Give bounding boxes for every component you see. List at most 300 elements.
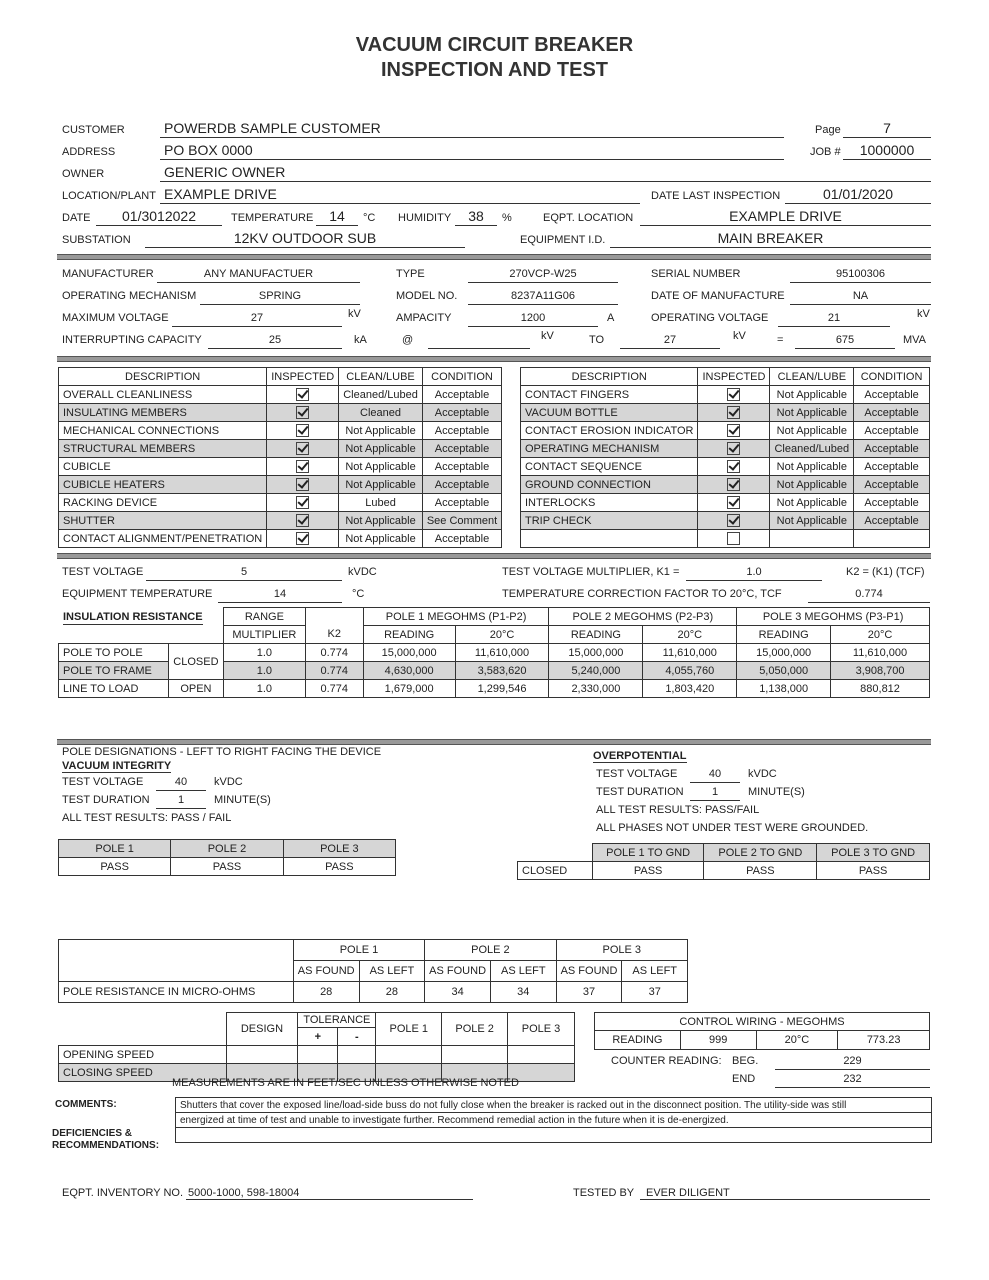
cw-20c-label: 20°C — [756, 1031, 838, 1050]
pr-pole2-header: POLE 2 — [425, 940, 556, 961]
section-divider — [57, 739, 931, 745]
temperature-value[interactable]: 14 — [329, 208, 345, 224]
condition-value[interactable]: Acceptable — [854, 386, 930, 404]
op-pole1-header: POLE 1 TO GND — [592, 844, 704, 862]
col-reading: READING — [363, 626, 455, 644]
clean-lube-value[interactable]: Not Applicable — [339, 476, 423, 494]
ir-value[interactable]: 5,050,000 — [737, 662, 831, 680]
inspected-checkbox[interactable] — [267, 494, 339, 512]
col-pole1: POLE 1 — [376, 1013, 442, 1046]
at-label: @ — [402, 334, 414, 346]
job-value[interactable]: 1000000 — [859, 142, 915, 158]
pr-value[interactable]: 28 — [359, 982, 425, 1003]
condition-value[interactable]: See Comment — [422, 512, 501, 530]
vac-test-duration-value[interactable]: 1 — [177, 794, 185, 806]
ir-row — [59, 644, 930, 662]
eqpt-location-label: EQPT. LOCATION — [543, 212, 634, 224]
item-description: VACUUM BOTTLE — [521, 404, 698, 422]
op-test-duration-label: TEST DURATION — [596, 786, 684, 798]
ir-value[interactable]: 3,583,620 — [455, 662, 549, 680]
closing-speed-label: CLOSING SPEED — [59, 1064, 227, 1082]
maxv-label: MAXIMUM VOLTAGE — [62, 312, 169, 324]
inspection-row — [521, 404, 930, 422]
opening-speed-design[interactable] — [226, 1046, 298, 1064]
col-20c: 20°C — [455, 626, 549, 644]
condition-value[interactable]: Acceptable — [422, 422, 501, 440]
inspection-row — [59, 458, 502, 476]
to-unit: kV — [733, 330, 746, 342]
opening-speed-label: OPENING SPEED — [59, 1046, 227, 1064]
vac-pole3-result[interactable]: PASS — [283, 858, 395, 876]
clean-lube-value[interactable]: Cleaned — [339, 404, 423, 422]
owner-value[interactable]: GENERIC OWNER — [164, 164, 286, 180]
clean-lube-value[interactable]: Not Applicable — [770, 512, 854, 530]
inspection-row — [59, 440, 502, 458]
condition-value[interactable]: Acceptable — [422, 494, 501, 512]
temperature-unit: °C — [363, 212, 376, 224]
ir-row-label: POLE TO FRAME — [59, 662, 169, 680]
ir-row-label: POLE TO POLE — [59, 644, 169, 662]
inspection-row — [521, 476, 930, 494]
tcf-value[interactable]: 0.774 — [855, 588, 883, 600]
inspection-row — [59, 512, 502, 530]
tested-by-label: TESTED BY — [573, 1187, 635, 1199]
cw-20c-value[interactable]: 773.23 — [838, 1031, 930, 1050]
item-description: CONTACT SEQUENCE — [521, 458, 698, 476]
col-clean-lube: CLEAN/LUBE — [770, 368, 854, 386]
overpotential-table — [517, 843, 930, 880]
clean-lube-value[interactable]: Not Applicable — [770, 476, 854, 494]
condition-value[interactable]: Acceptable — [422, 458, 501, 476]
inspected-checkbox[interactable] — [698, 458, 770, 476]
op-test-voltage-value[interactable]: 40 — [708, 768, 722, 780]
condition-value[interactable]: Acceptable — [854, 476, 930, 494]
col-reading: READING — [549, 626, 643, 644]
col-condition: CONDITION — [854, 368, 930, 386]
cw-reading-label: READING — [595, 1031, 681, 1050]
model-label: MODEL NO. — [396, 290, 458, 302]
condition-value[interactable]: Acceptable — [422, 530, 501, 548]
vac-test-voltage-label: TEST VOLTAGE — [62, 776, 144, 788]
pr-value[interactable]: 28 — [293, 982, 359, 1003]
op-test-duration-unit: MINUTE(S) — [748, 786, 805, 798]
clean-lube-value[interactable]: Not Applicable — [339, 440, 423, 458]
op-pole3-result[interactable]: PASS — [817, 862, 930, 880]
comments-label: COMMENTS: — [55, 1099, 117, 1110]
col-condition: CONDITION — [422, 368, 501, 386]
condition-value[interactable]: Acceptable — [422, 476, 501, 494]
counter-beg-label: BEG. — [732, 1055, 759, 1067]
ir-value[interactable]: 5,240,000 — [549, 662, 643, 680]
manufacturer-label: MANUFACTURER — [62, 268, 154, 280]
tested-by-value[interactable]: EVER DILIGENT — [646, 1187, 730, 1199]
ir-value[interactable]: 3,908,700 — [831, 662, 930, 680]
mechanism-value[interactable]: SPRING — [258, 290, 302, 302]
dom-value[interactable]: NA — [852, 290, 869, 302]
col-multiplier: MULTIPLIER — [223, 626, 305, 644]
interrupting-label: INTERRUPTING CAPACITY — [62, 334, 202, 346]
inspection-row — [521, 530, 930, 548]
inspection-row — [521, 512, 930, 530]
pr-as-found: AS FOUND — [425, 961, 491, 982]
ir-k2[interactable]: 0.774 — [305, 644, 363, 662]
op-test-duration-value[interactable]: 1 — [711, 786, 719, 798]
ir-multiplier[interactable]: 1.0 — [223, 644, 305, 662]
cw-reading-value[interactable]: 999 — [680, 1031, 756, 1050]
comment-line-1: Shutters that cover the exposed line/load-side buss do not fully close when the breaker is racked out in the disconnect position. The utility-side was still — [180, 1100, 847, 1111]
pr-pole1-header: POLE 1 — [293, 940, 424, 961]
interrupting-unit: kA — [354, 334, 367, 346]
vacuum-integrity-title: VACUUM INTEGRITY — [62, 760, 172, 772]
to-value[interactable]: 27 — [663, 334, 677, 346]
item-description: SHUTTER — [59, 512, 267, 530]
model-value[interactable]: 8237A11G06 — [510, 290, 576, 302]
ampacity-value[interactable]: 1200 — [520, 312, 546, 324]
temperature-label: TEMPERATURE — [231, 212, 314, 224]
opening-speed-pole2[interactable] — [442, 1046, 508, 1064]
dom-label: DATE OF MANUFACTURE — [651, 290, 785, 302]
eqpt-location-value[interactable]: EXAMPLE DRIVE — [729, 208, 842, 224]
deficiencies-label: DEFICIENCIES & — [52, 1128, 133, 1139]
substation-value[interactable]: 12KV OUTDOOR SUB — [233, 230, 377, 246]
pr-value[interactable]: 34 — [491, 982, 557, 1003]
col-pole2: POLE 2 MEGOHMS (P2-P3) — [549, 608, 737, 626]
customer-value[interactable]: POWERDB SAMPLE CUSTOMER — [164, 120, 381, 136]
clean-lube-value[interactable]: Not Applicable — [770, 422, 854, 440]
opening-speed-tol-plus[interactable] — [298, 1046, 338, 1064]
inspection-row — [59, 404, 502, 422]
inspected-checkbox[interactable] — [267, 422, 339, 440]
op-pole1-result[interactable]: PASS — [592, 862, 704, 880]
clean-lube-value[interactable]: Not Applicable — [339, 422, 423, 440]
op-results-note: ALL TEST RESULTS: PASS/FAIL — [596, 804, 760, 816]
col-description: DESCRIPTION — [59, 368, 267, 386]
inspected-checkbox[interactable] — [698, 386, 770, 404]
col-20c: 20°C — [643, 626, 737, 644]
clean-lube-value[interactable]: Not Applicable — [770, 458, 854, 476]
col-pole3: POLE 3 — [508, 1013, 575, 1046]
vac-pole3-header: POLE 3 — [283, 840, 395, 858]
ir-row-label: LINE TO LOAD — [59, 680, 169, 698]
ir-state-open: OPEN — [168, 680, 223, 698]
humidity-label: HUMIDITY — [398, 212, 452, 224]
ampacity-unit: A — [607, 312, 615, 324]
tcf-label: TEMPERATURE CORRECTION FACTOR TO 20°C, TCF — [502, 588, 782, 600]
type-label: TYPE — [396, 268, 425, 280]
op-pole3-header: POLE 3 TO GND — [817, 844, 930, 862]
item-description: CUBICLE HEATERS — [59, 476, 267, 494]
section-divider — [57, 553, 931, 559]
ir-value[interactable]: 1,138,000 — [737, 680, 831, 698]
condition-value[interactable]: Acceptable — [854, 494, 930, 512]
condition-value[interactable]: Acceptable — [854, 422, 930, 440]
condition-value[interactable]: Acceptable — [422, 386, 501, 404]
inspected-checkbox[interactable] — [698, 494, 770, 512]
ir-value[interactable]: 11,610,000 — [831, 644, 930, 662]
vac-test-duration-label: TEST DURATION — [62, 794, 150, 806]
comment-line-2: energized at time of test and unable to investigate further. Recommend remedial action in the future when it is de-energized. — [180, 1115, 729, 1126]
ir-row — [59, 680, 930, 698]
inspected-checkbox[interactable] — [698, 422, 770, 440]
inspected-checkbox[interactable] — [698, 404, 770, 422]
ir-value[interactable]: 4,630,000 — [363, 662, 455, 680]
inspected-checkbox[interactable] — [267, 476, 339, 494]
ir-value[interactable]: 15,000,000 — [363, 644, 455, 662]
inspected-checkbox[interactable] — [698, 512, 770, 530]
inspection-row — [521, 386, 930, 404]
humidity-unit: % — [502, 212, 512, 224]
maxv-unit: kV — [348, 308, 361, 320]
inspected-checkbox[interactable] — [267, 530, 339, 548]
ir-value[interactable]: 4,055,760 — [643, 662, 737, 680]
ir-value[interactable]: 880,812 — [831, 680, 930, 698]
col-inspected: INSPECTED — [267, 368, 339, 386]
inspection-row — [59, 476, 502, 494]
item-description: TRIP CHECK — [521, 512, 698, 530]
item-description: GROUND CONNECTION — [521, 476, 698, 494]
inspection-row — [59, 386, 502, 404]
form-title: VACUUM CIRCUIT BREAKER — [355, 34, 634, 56]
opv-label: OPERATING VOLTAGE — [651, 312, 769, 324]
ir-value[interactable]: 11,610,000 — [643, 644, 737, 662]
inspected-checkbox[interactable] — [267, 386, 339, 404]
speed-units-note: MEASUREMENTS ARE IN FEET/SEC UNLESS OTHERWISE NOTED — [172, 1077, 519, 1089]
condition-value[interactable] — [854, 530, 930, 548]
location-value[interactable]: EXAMPLE DRIVE — [164, 186, 277, 202]
inspected-checkbox[interactable] — [267, 404, 339, 422]
counter-end-value[interactable]: 232 — [843, 1073, 862, 1085]
condition-value[interactable]: Acceptable — [422, 440, 501, 458]
col-pole1: POLE 1 MEGOHMS (P1-P2) — [363, 608, 549, 626]
inspected-checkbox[interactable] — [267, 512, 339, 530]
ir-state-closed: CLOSED — [168, 644, 223, 680]
pr-value[interactable]: 37 — [556, 982, 622, 1003]
ir-value[interactable]: 1,299,546 — [455, 680, 549, 698]
ir-value[interactable]: 11,610,000 — [455, 644, 549, 662]
item-description — [521, 530, 698, 548]
inspection-row — [59, 530, 502, 548]
pole-resistance-table — [58, 939, 688, 1003]
item-description: OPERATING MECHANISM — [521, 440, 698, 458]
condition-value[interactable]: Acceptable — [422, 404, 501, 422]
opv-value[interactable]: 21 — [827, 312, 841, 324]
col-pole2: POLE 2 — [442, 1013, 508, 1046]
inspected-checkbox[interactable] — [267, 440, 339, 458]
k2-label: K2 = (K1) (TCF) — [846, 566, 925, 578]
vac-results-note: ALL TEST RESULTS: PASS / FAIL — [62, 812, 232, 824]
pr-as-left: AS LEFT — [491, 961, 557, 982]
vac-pole2-result[interactable]: PASS — [171, 858, 283, 876]
to-label: TO — [589, 334, 605, 346]
vac-pole1-header: POLE 1 — [59, 840, 171, 858]
ampacity-label: AMPACITY — [396, 312, 452, 324]
item-description: CUBICLE — [59, 458, 267, 476]
insulation-resistance-title: INSULATION RESISTANCE — [63, 611, 203, 623]
condition-value[interactable]: Acceptable — [854, 440, 930, 458]
col-description: DESCRIPTION — [521, 368, 698, 386]
ir-multiplier[interactable]: 1.0 — [223, 662, 305, 680]
pr-as-found: AS FOUND — [556, 961, 622, 982]
date-last-value[interactable]: 01/01/2020 — [822, 186, 894, 202]
clean-lube-value[interactable]: Not Applicable — [339, 530, 423, 548]
page-label: Page — [815, 124, 841, 136]
inspected-checkbox[interactable] — [698, 530, 770, 548]
col-20c: 20°C — [831, 626, 930, 644]
mva-value[interactable]: 675 — [835, 334, 855, 346]
ir-value[interactable]: 1,679,000 — [363, 680, 455, 698]
opening-speed-pole1[interactable] — [376, 1046, 442, 1064]
item-description: OVERALL CLEANLINESS — [59, 386, 267, 404]
inventory-value[interactable]: 5000-1000, 598-18004 — [188, 1187, 300, 1199]
equals-label: = — [777, 334, 784, 346]
ir-multiplier[interactable]: 1.0 — [223, 680, 305, 698]
pr-as-found: AS FOUND — [293, 961, 359, 982]
clean-lube-value[interactable]: Not Applicable — [339, 512, 423, 530]
clean-lube-value[interactable]: Not Applicable — [770, 386, 854, 404]
counter-reading-label: COUNTER READING: — [611, 1055, 722, 1067]
serial-label: SERIAL NUMBER — [651, 268, 741, 280]
pr-value[interactable]: 37 — [622, 982, 688, 1003]
vac-test-voltage-unit: kVDC — [214, 776, 243, 788]
col-reading: READING — [737, 626, 831, 644]
speed-table — [58, 1012, 575, 1082]
location-label: LOCATION/PLANT — [62, 190, 156, 202]
inspected-checkbox[interactable] — [698, 476, 770, 494]
vacuum-integrity-table — [58, 839, 396, 876]
op-grounded-note: ALL PHASES NOT UNDER TEST WERE GROUNDED. — [596, 822, 869, 834]
inspection-row — [521, 422, 930, 440]
owner-label: OWNER — [62, 168, 105, 180]
counter-beg-value[interactable]: 229 — [843, 1055, 862, 1067]
clean-lube-value[interactable] — [770, 530, 854, 548]
humidity-value[interactable]: 38 — [468, 208, 484, 224]
pr-row-label: POLE RESISTANCE IN MICRO-OHMS — [59, 982, 294, 1003]
item-description: STRUCTURAL MEMBERS — [59, 440, 267, 458]
counter-end-label: END — [732, 1073, 756, 1085]
equipment-temperature-value[interactable]: 14 — [273, 588, 287, 600]
opening-speed-pole3[interactable] — [508, 1046, 575, 1064]
inspection-row — [521, 494, 930, 512]
at-unit: kV — [541, 330, 554, 342]
section-divider — [57, 356, 931, 362]
pr-value[interactable]: 34 — [425, 982, 491, 1003]
item-description: CONTACT EROSION INDICATOR — [521, 422, 698, 440]
item-description: INSULATING MEMBERS — [59, 404, 267, 422]
insulation-resistance-table — [58, 607, 930, 698]
col-tol-plus: + — [298, 1028, 338, 1046]
vac-pole1-result[interactable]: PASS — [59, 858, 171, 876]
type-value[interactable]: 270VCP-W25 — [509, 268, 577, 280]
k1-label: TEST VOLTAGE MULTIPLIER, K1 = — [502, 566, 680, 578]
col-design: DESIGN — [226, 1013, 298, 1046]
equipment-id-label: EQUIPMENT I.D. — [520, 234, 606, 246]
ir-value[interactable]: 2,330,000 — [549, 680, 643, 698]
condition-value[interactable]: Acceptable — [854, 458, 930, 476]
page-value[interactable]: 7 — [883, 120, 891, 136]
overpotential-title: OVERPOTENTIAL — [593, 750, 687, 762]
item-description: RACKING DEVICE — [59, 494, 267, 512]
inspection-row — [521, 458, 930, 476]
mva-unit: MVA — [903, 334, 927, 346]
op-test-voltage-label: TEST VOLTAGE — [596, 768, 678, 780]
op-row-label: CLOSED — [518, 862, 593, 880]
recommendations-label: RECOMMENDATIONS: — [52, 1140, 160, 1151]
col-pole3: POLE 3 MEGOHMS (P3-P1) — [737, 608, 930, 626]
ir-value[interactable]: 15,000,000 — [549, 644, 643, 662]
opv-unit: kV — [917, 308, 930, 320]
inspected-checkbox[interactable] — [698, 440, 770, 458]
customer-label: CUSTOMER — [62, 124, 125, 136]
inspection-row — [59, 494, 502, 512]
date-value[interactable]: 01/3012022 — [122, 208, 196, 224]
inspection-row — [59, 422, 502, 440]
op-pole2-header: POLE 2 TO GND — [704, 844, 817, 862]
k1-value[interactable]: 1.0 — [746, 566, 762, 578]
clean-lube-value[interactable]: Cleaned/Lubed — [339, 386, 423, 404]
section-divider — [57, 254, 931, 260]
test-voltage-value[interactable]: 5 — [240, 566, 248, 578]
ir-value[interactable]: 1,803,420 — [643, 680, 737, 698]
opening-speed-tol-minus[interactable] — [338, 1046, 376, 1064]
clean-lube-value[interactable]: Not Applicable — [770, 404, 854, 422]
inspection-row — [521, 440, 930, 458]
col-inspected: INSPECTED — [698, 368, 770, 386]
equipment-temperature-unit: °C — [352, 588, 365, 600]
col-k2: K2 — [305, 626, 363, 644]
clean-lube-value[interactable]: Not Applicable — [339, 458, 423, 476]
date-last-label: DATE LAST INSPECTION — [651, 190, 781, 202]
interrupting-value[interactable]: 25 — [268, 334, 282, 346]
pr-as-left: AS LEFT — [622, 961, 688, 982]
equipment-id-value[interactable]: MAIN BREAKER — [717, 230, 824, 246]
clean-lube-value[interactable]: Not Applicable — [770, 494, 854, 512]
ir-value[interactable]: 15,000,000 — [737, 644, 831, 662]
op-pole2-result[interactable]: PASS — [704, 862, 817, 880]
test-voltage-unit: kVDC — [348, 566, 377, 578]
col-tolerance: TOLERANCE — [298, 1013, 376, 1028]
form-subtitle: INSPECTION AND TEST — [380, 59, 609, 81]
item-description: INTERLOCKS — [521, 494, 698, 512]
equipment-temperature-label: EQUIPMENT TEMPERATURE — [62, 588, 213, 600]
address-value[interactable]: PO BOX 0000 — [164, 142, 253, 158]
comments-box[interactable] — [175, 1097, 932, 1143]
vac-test-duration-unit: MINUTE(S) — [214, 794, 271, 806]
clean-lube-value[interactable]: Lubed — [339, 494, 423, 512]
manufacturer-value[interactable]: ANY MANUFACTUER — [203, 268, 314, 280]
item-description: MECHANICAL CONNECTIONS — [59, 422, 267, 440]
address-label: ADDRESS — [62, 146, 116, 158]
maxv-value[interactable]: 27 — [250, 312, 264, 324]
col-range: RANGE — [223, 608, 305, 626]
inspected-checkbox[interactable] — [267, 458, 339, 476]
pole-designation-note: POLE DESIGNATIONS - LEFT TO RIGHT FACING THE DEVICE — [62, 746, 382, 758]
condition-value[interactable]: Acceptable — [854, 404, 930, 422]
condition-value[interactable]: Acceptable — [854, 512, 930, 530]
col-tol-minus: - — [338, 1028, 376, 1046]
serial-value[interactable]: 95100306 — [836, 268, 885, 280]
date-label: DATE — [62, 212, 91, 224]
inspection-table-left — [58, 367, 502, 548]
control-wiring-table — [594, 1012, 930, 1050]
clean-lube-value[interactable]: Cleaned/Lubed — [770, 440, 854, 458]
ir-k2[interactable]: 0.774 — [305, 680, 363, 698]
col-clean-lube: CLEAN/LUBE — [339, 368, 423, 386]
ir-k2[interactable]: 0.774 — [305, 662, 363, 680]
inspection-table-right — [520, 367, 930, 548]
vac-test-voltage-value[interactable]: 40 — [174, 776, 188, 788]
inventory-label: EQPT. INVENTORY NO. — [62, 1187, 184, 1199]
mechanism-label: OPERATING MECHANISM — [62, 290, 197, 302]
